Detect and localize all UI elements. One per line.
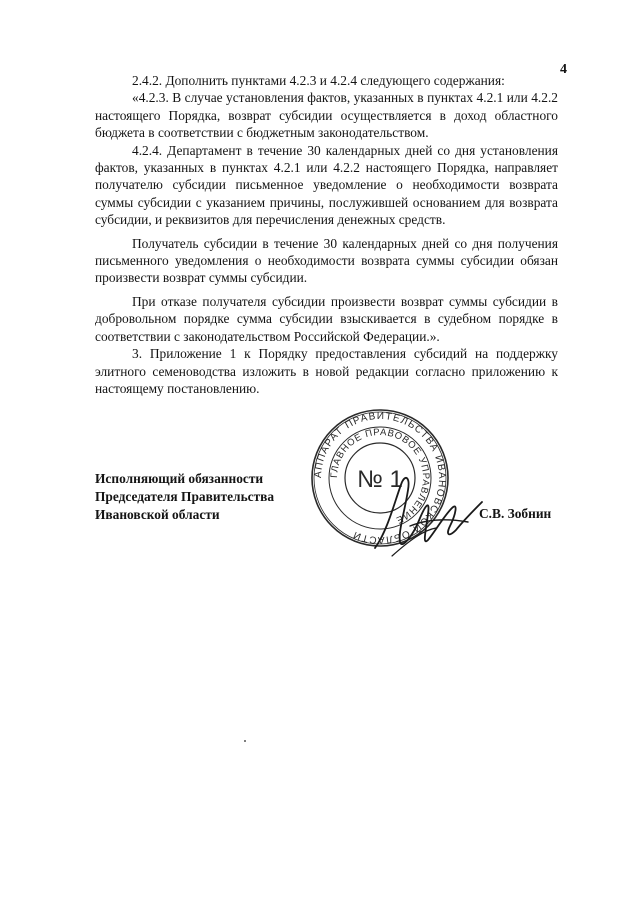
paragraph-2-4-2: 2.4.2. Дополнить пунктами 4.2.3 и 4.2.4 следующего содержания:: [132, 73, 505, 88]
scan-mark: [244, 740, 246, 742]
paragraph-recipient: Получатель субсидии в течение 30 календарных дней со дня получения письменного уведомления о необходимости возврата суммы субсидии обязан произвести возврат суммы субсидии.: [95, 235, 558, 286]
stamp-inner-text: ГЛАВНОЕ ПРАВОВОЕ УПРАВЛЕНИЕ: [328, 426, 432, 526]
paragraph-3: 3. Приложение 1 к Порядку предоставления субсидий на поддержку элитного семеноводства изложить в новой редакции согласно приложению к настоящему постановлению.: [95, 346, 558, 396]
signer-name: С.В. Зобнин: [479, 506, 552, 521]
paragraph-4-2-4: 4.2.4. Департамент в течение 30 календарных дней со дня установления фактов, указанных в пунктах 4.2.1 или 4.2.2 настоящего Порядка, направляет получателю субсидии письменное уведомление о необходимости возврата суммы субсидии с указанием причины, послужившей основанием для возврата субсидии, и реквизитов для перечисления денежных средств.: [95, 142, 558, 228]
signatory-title-line3: Ивановской области: [95, 507, 220, 522]
signatory-title-line1: Исполняющий обязанности: [95, 471, 264, 486]
signatory-block: [95, 470, 274, 524]
signatory-title-line2: Председателя Правительства: [95, 489, 275, 504]
stamp-outer-text: АППАРАТ ПРАВИТЕЛЬСТВА ИВАНОВСКОЙ ОБЛАСТИ: [312, 410, 448, 546]
document-body: [95, 72, 558, 397]
page-number: 4: [560, 62, 567, 77]
paragraph-4-2-3: «4.2.3. В случае установления фактов, указанных в пунктах 4.2.1 или 4.2.2 настоящего Порядка, возврат субсидии осуществляется в доход областного бюджета в соответствии с бюджетным законодательством.: [95, 90, 558, 141]
stamp-number: № 1: [357, 466, 403, 493]
paragraph-refusal: При отказе получателя субсидии произвести возврат суммы субсидии в добровольном порядке сумма субсидии взыскивается в судебном порядке в соответствии с законодательством Российской Федерации.».: [95, 293, 558, 344]
handwritten-signature: [370, 470, 490, 560]
